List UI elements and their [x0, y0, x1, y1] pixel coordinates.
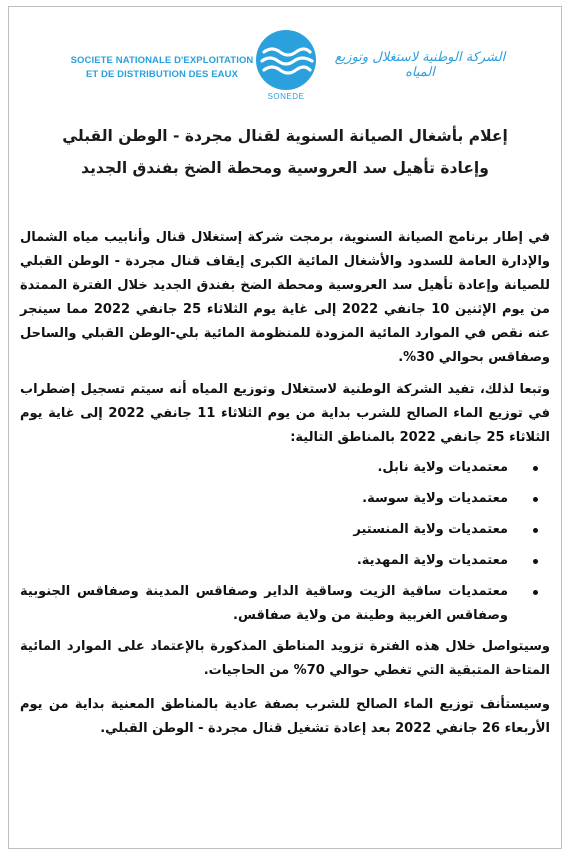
bullet-icon — [533, 497, 538, 502]
title-line-1: إعلام بأشغال الصيانة السنوية لقنال مجردة - الوطن القبلي — [62, 127, 508, 145]
list-item-text: معتمديات ساقية الزيت وساقية الداير وصفاقس المدينة وصفاقس الجنوبية وصفاقس الغربية وطينة من ولاية صفاقس. — [20, 584, 508, 623]
paragraph-resumption: وسيستأنف توزيع الماء الصالح للشرب بصفة عادية بالمناطق المعنية بداية من يوم الأربعاء 26 جانفي 2022 بعد إعادة تشغيل قنال مجردة - الوطن القبلي. — [20, 697, 550, 736]
announcement-body — [20, 226, 550, 741]
paragraph-maintenance-schedule: في إطار برنامج الصيانة السنوية، برمجت شركة إستغلال قنال وأنابيب مياه الشمال والإدارة العامة للسدود والأشغال المائية الكبرى إيقاف قنال مجردة - الوطن القبلي للصيانة وإعادة تأهيل سد العروسية ومحطة الضخ بفندق الجديد خلال الفترة الممتدة من يوم الإثنين 10 جانفي 2022 إلى غاية يوم الثلاثاء 25 جانفي 2022 مما سينجر عنه نقص في الموارد المائية المزودة للمنظومة المائية بلي-الوطن القبلي والساحل وصفاقس بحوالي 30%. — [20, 230, 550, 365]
list-item-text: معتمديات ولاية نابل. — [377, 460, 508, 475]
company-name-arabic: الشركة الوطنية لاستغلال وتوزيع المياه — [334, 50, 506, 80]
announcement-title — [30, 120, 540, 184]
company-name-french-line2: ET DE DISTRIBUTION DES EAUX — [85, 69, 239, 80]
list-item — [20, 580, 538, 628]
list-item-text: معتمديات ولاية المنستير — [353, 522, 508, 537]
list-item-text: معتمديات ولاية سوسة. — [362, 491, 508, 506]
paragraph-disruption-notice: وتبعا لذلك، تفيد الشركة الوطنية لاستغلال وتوزيع المياه أنه سيتم تسجيل إضطراب في توزيع الماء الصالح للشرب بداية من يوم الثلاثاء 11 جانفي 2022 إلى غاية يوم الثلاثاء 25 جانفي 2022 بالمناطق التالية: — [20, 382, 550, 445]
letterhead — [0, 0, 570, 100]
title-line-2: وإعادة تأهيل سد العروسية ومحطة الضخ بفندق الجديد — [81, 159, 489, 177]
company-name-french — [62, 54, 262, 82]
sonede-logo-icon — [254, 28, 318, 92]
list-item — [20, 518, 538, 542]
company-name-french-line1: SOCIETE NATIONALE D'EXPLOITATION — [70, 55, 254, 66]
bullet-icon — [533, 559, 538, 564]
paragraph-interim-supply: وسيتواصل خلال هذه الفترة تزويد المناطق المذكورة بالإعتماد على الموارد المائية المتاحة المتبقية التي تغطي حوالي 70% من الحاجيات. — [20, 639, 550, 678]
list-item — [20, 549, 538, 573]
affected-areas-list — [20, 456, 550, 628]
list-item-text: معتمديات ولاية المهدية. — [356, 553, 508, 568]
bullet-icon — [533, 466, 538, 471]
bullet-icon — [533, 528, 538, 533]
logo-label: SONEDE — [267, 92, 305, 101]
list-item — [20, 456, 538, 480]
list-item — [20, 487, 538, 511]
bullet-icon — [533, 590, 538, 595]
